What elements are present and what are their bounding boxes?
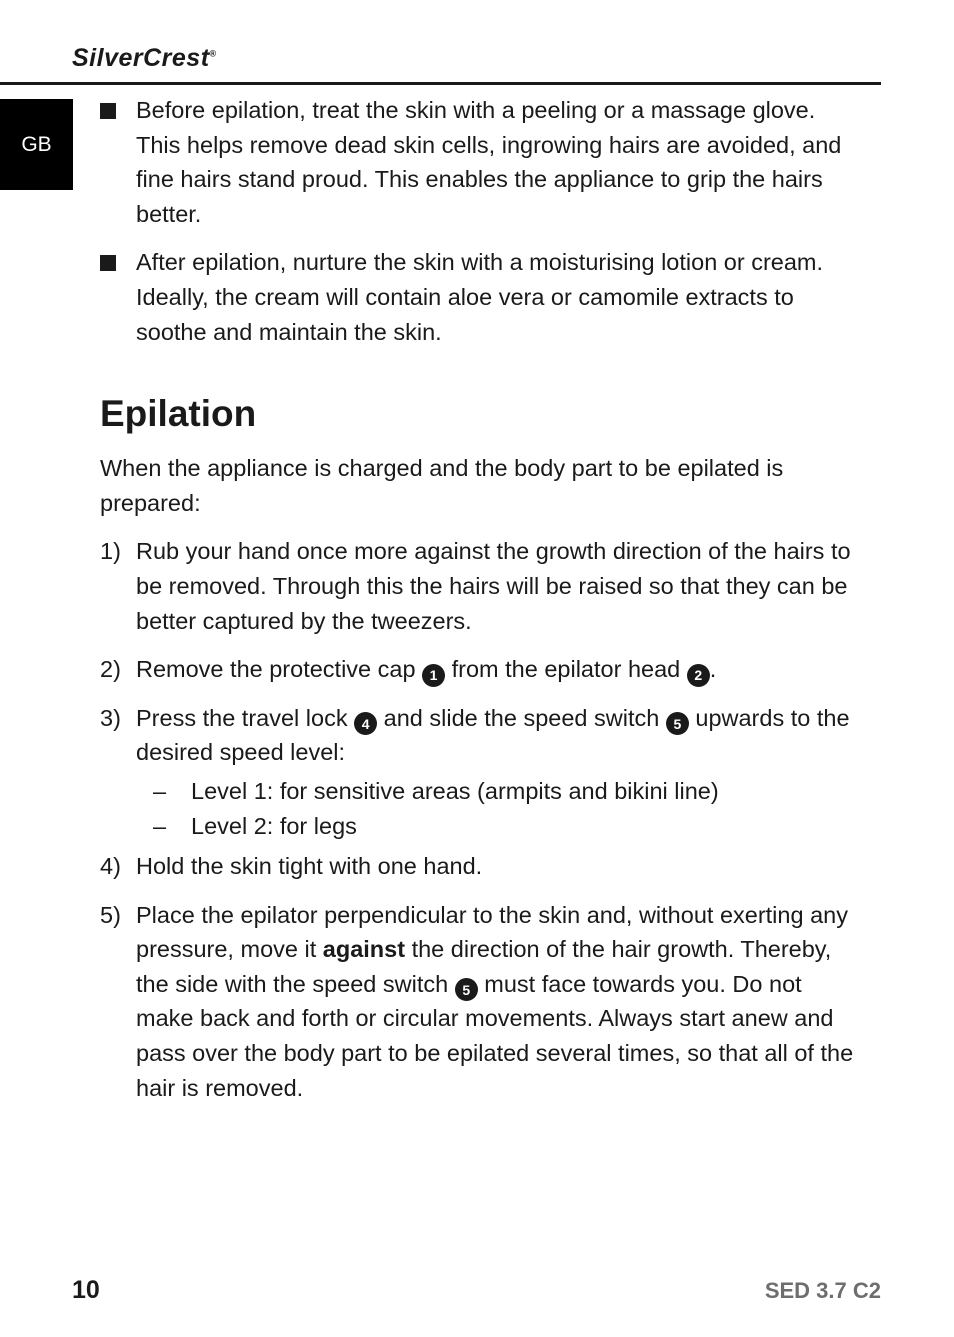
speed-level-text: Level 1: for sensitive areas (armpits and bikini line): [191, 777, 719, 804]
step-item: [100, 534, 860, 638]
step-text: the direction of the hair growth. Thereby, the side with the speed switch: [136, 936, 832, 997]
model-number: SED 3.7 C2: [764, 1278, 881, 1303]
speed-level-list: [136, 774, 860, 843]
step-item: [100, 898, 860, 1106]
bullet-text: Before epilation, treat the skin with a peeling or a massage glove. This helps remove dead skin cells, ingrowing hairs are avoided, and fine hairs stand proud. This enables the appliance to grip the hairs better.: [136, 97, 842, 227]
square-bullet-icon: [100, 255, 116, 271]
step-text: Place the epilator perpendicular to the skin and, without exerting any pressure, move it: [136, 901, 848, 963]
brand-logo: [72, 44, 217, 73]
step-text: must face towards you. Do not make back and forth or circular movements. Always start anew and pass over the body part to be epilated several times, so that all of the hair is removed.: [136, 970, 854, 1101]
speed-level-item: [136, 774, 860, 809]
step-text: Rub your hand once more against the growth direction of the hairs to be removed. Through this the hairs will be raised so that they can be better captured by the tweezers.: [136, 538, 851, 634]
brand-name: SilverCrest: [72, 44, 210, 72]
part-number-icon: 5: [455, 978, 478, 1001]
emphasis-text: against: [322, 936, 406, 963]
step-text: .: [709, 656, 717, 683]
section-intro: When the appliance is charged and the body part to be epilated is prepared:: [100, 455, 784, 516]
step-text: Remove the protective cap: [136, 656, 416, 683]
step-item: [100, 701, 860, 843]
speed-level-text: Level 2: for legs: [191, 812, 357, 839]
part-number-icon: 1: [422, 664, 445, 687]
step-text: from the epilator head: [451, 656, 681, 683]
step-number: 2): [100, 656, 121, 683]
part-number-icon: 5: [666, 712, 689, 735]
step-text: and slide the speed switch: [383, 704, 660, 731]
header-rule: [0, 82, 881, 85]
language-tab-label: GB: [21, 132, 52, 156]
step-number: 5): [100, 901, 121, 928]
step-text: Press the travel lock: [136, 704, 348, 731]
step-number: 1): [100, 538, 121, 565]
dash-bullet: –: [153, 777, 167, 804]
speed-level-item: [136, 809, 860, 844]
part-number-icon: 2: [687, 664, 710, 687]
step-number: 3): [100, 704, 121, 731]
step-text: upwards to the desired speed level:: [136, 704, 850, 766]
bullet-item: [100, 93, 860, 231]
language-tab: [0, 99, 73, 190]
step-number: 4): [100, 853, 121, 880]
dash-bullet: –: [153, 812, 167, 839]
bullet-text: After epilation, nurture the skin with a moisturising lotion or cream. Ideally, the cream will contain aloe vera or camomile extracts to soothe and maintain the skin.: [136, 249, 824, 345]
registered-mark: ®: [209, 48, 217, 59]
square-bullet-icon: [100, 103, 116, 119]
step-text: Hold the skin tight with one hand.: [136, 853, 483, 880]
step-item: [100, 849, 860, 884]
page-number: 10: [72, 1276, 100, 1304]
part-number-icon: 4: [354, 712, 377, 735]
step-item: [100, 652, 860, 687]
section-title: Epilation: [100, 393, 257, 435]
page-content: [100, 93, 860, 1119]
bullet-item: [100, 245, 860, 349]
